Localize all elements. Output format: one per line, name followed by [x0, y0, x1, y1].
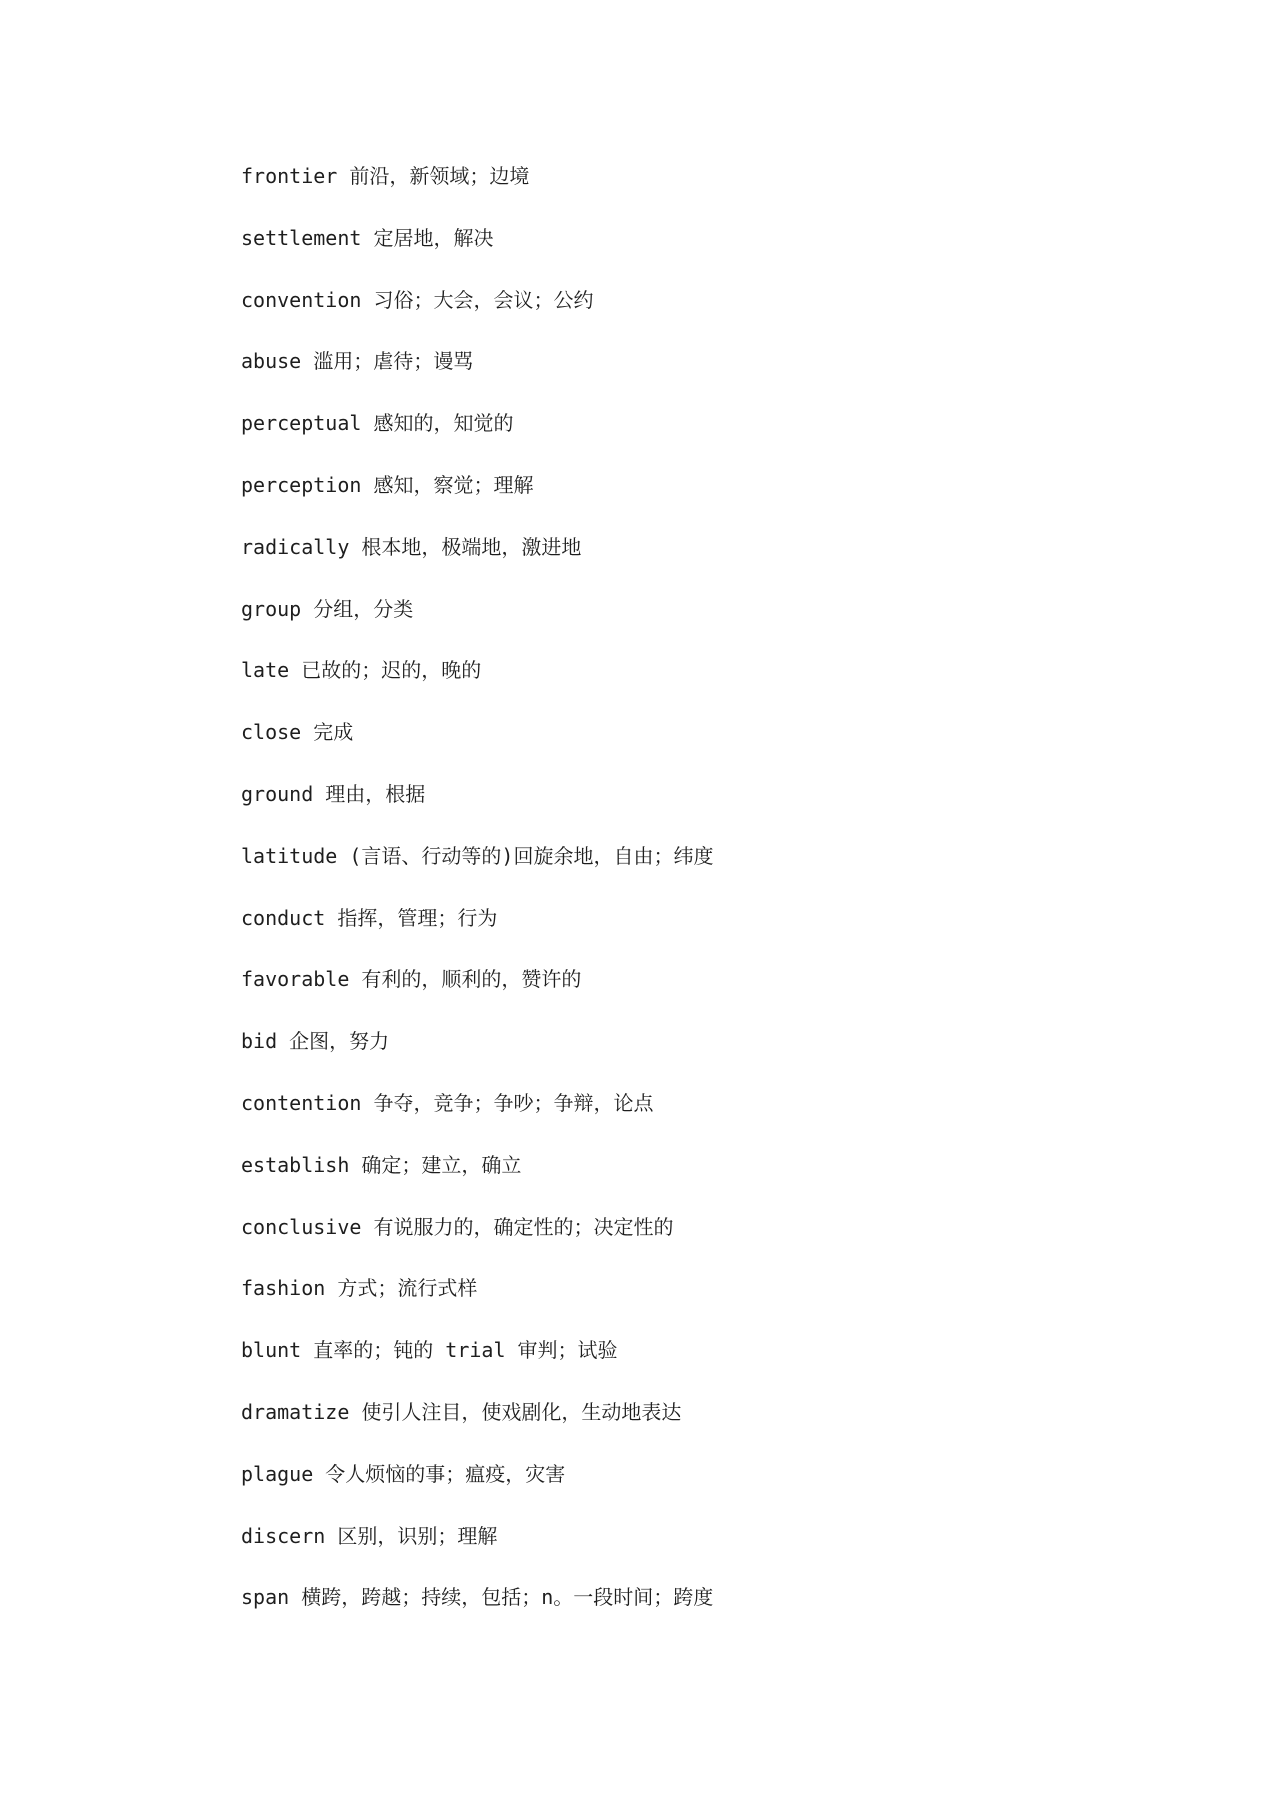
vocab-entry: conduct 指挥，管理；行为 [241, 905, 498, 930]
vocab-entry: perception 感知，察觉；理解 [241, 472, 534, 497]
vocab-entry: discern 区别，识别；理解 [241, 1523, 498, 1548]
vocab-entry: settlement 定居地，解决 [241, 225, 494, 250]
vocab-entry: close 完成 [241, 720, 354, 745]
vocab-entry: perceptual 感知的，知觉的 [241, 411, 514, 436]
vocab-entry: convention 习俗；大会，会议；公约 [241, 287, 594, 312]
vocab-entry: blunt 直率的；钝的 trial 审判；试验 [241, 1338, 618, 1363]
vocab-entry: group 分组，分类 [241, 596, 414, 621]
vocab-entry: bid 企图，努力 [241, 1029, 390, 1054]
vocab-entry: late 已故的；迟的，晚的 [241, 658, 482, 683]
vocab-entry: plague 令人烦恼的事；瘟疫，灾害 [241, 1461, 566, 1486]
vocabulary-list [241, 158, 713, 1641]
vocab-entry: fashion 方式；流行式样 [241, 1276, 478, 1301]
vocab-entry: contention 争夺，竞争；争吵；争辩，论点 [241, 1090, 654, 1115]
vocab-entry: favorable 有利的，顺利的，赞许的 [241, 967, 582, 992]
vocab-entry: ground 理由，根据 [241, 781, 426, 806]
vocab-entry: radically 根本地，极端地，激进地 [241, 534, 582, 559]
vocab-entry: establish 确定；建立，确立 [241, 1152, 522, 1177]
vocab-entry: dramatize 使引人注目，使戏剧化，生动地表达 [241, 1399, 682, 1424]
vocab-entry: frontier 前沿，新领域；边境 [241, 164, 530, 188]
vocab-entry: latitude (言语、行动等的)回旋余地，自由；纬度 [241, 843, 714, 868]
vocab-entry: abuse 滥用；虐待；谩骂 [241, 349, 474, 374]
vocab-entry: span 横跨，跨越；持续，包括；n。一段时间；跨度 [241, 1585, 714, 1610]
vocab-entry: conclusive 有说服力的，确定性的；决定性的 [241, 1214, 674, 1239]
